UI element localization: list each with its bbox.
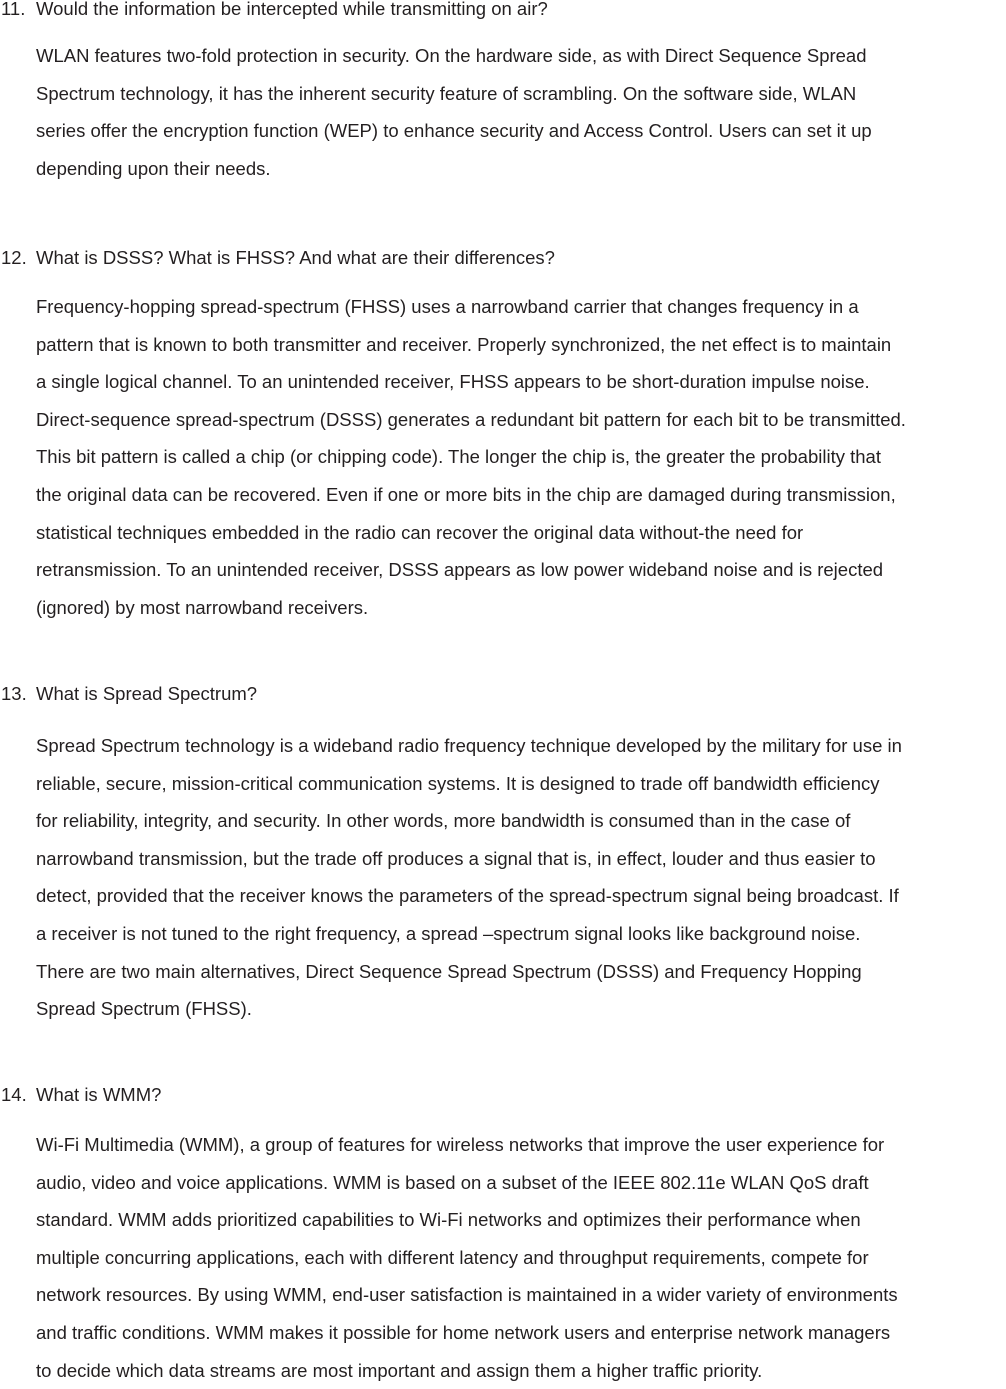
faq-answer (36, 37, 1006, 187)
faq-answer (36, 727, 1006, 1028)
faq-question (0, 246, 1006, 270)
faq-answer (36, 288, 1006, 626)
question-text: Would the information be intercepted while transmitting on air? (36, 0, 548, 19)
answer-line: a single logical channel. To an unintended receiver, FHSS appears to be short-duration impulse noise. (36, 371, 870, 393)
answer-line: depending upon their needs. (36, 157, 271, 179)
answer-line: for reliability, integrity, and security. In other words, more bandwidth is consumed than in the case of (36, 810, 851, 832)
question-number: 11. (1, 0, 26, 19)
question-number: 12. (1, 247, 27, 268)
answer-line: (ignored) by most narrowband receivers. (36, 596, 369, 618)
faq-question (0, 682, 1006, 706)
faq-question (0, 0, 1006, 21)
faq-item-13 (0, 682, 1006, 1020)
answer-line: and traffic conditions. WMM makes it possible for home network users and enterprise network managers (36, 1321, 891, 1343)
answer-line: narrowband transmission, but the trade off produces a signal that is, in effect, louder and thus easier to (36, 847, 876, 869)
answer-line: standard. WMM adds prioritized capabilities to Wi-Fi networks and optimizes their performance when (36, 1209, 861, 1231)
faq-answer (36, 1126, 1006, 1389)
answer-line: There are two main alternatives, Direct Sequence Spread Spectrum (DSSS) and Frequency Hopping (36, 960, 862, 982)
answer-line: detect, provided that the receiver knows the parameters of the spread-spectrum signal being broadcast. If (36, 885, 899, 907)
question-number: 13. (1, 683, 27, 704)
answer-line: This bit pattern is called a chip (or chipping code). The longer the chip is, the greater the probability that (36, 446, 881, 468)
answer-line: network resources. By using WMM, end-user satisfaction is maintained in a wider variety of environments (36, 1284, 898, 1306)
answer-line: Wi-Fi Multimedia (WMM), a group of features for wireless networks that improve the user experience for (36, 1134, 885, 1155)
faq-question (0, 1083, 1006, 1107)
answer-line: statistical techniques embedded in the radio can recover the original data without-the need for (36, 521, 804, 543)
answer-line: multiple concurring applications, each with different latency and throughput requirements, compete for (36, 1246, 869, 1268)
answer-line: audio, video and voice applications. WMM is based on a subset of the IEEE 802.11e WLAN QoS draft (36, 1171, 869, 1193)
answer-line: the original data can be recovered. Even if one or more bits in the chip are damaged during transmission, (36, 483, 896, 505)
answer-line: Frequency-hopping spread-spectrum (FHSS) uses a narrowband carrier that changes frequency in a (36, 296, 859, 317)
answer-line: Spread Spectrum technology is a wideband radio frequency technique developed by the military for use in (36, 735, 902, 756)
question-number: 14. (1, 1084, 27, 1105)
faq-item-11 (0, 0, 1006, 179)
question-text: What is DSSS? What is FHSS? And what are their differences? (36, 247, 555, 268)
faq-item-14 (0, 1083, 1006, 1381)
answer-line: a receiver is not tuned to the right frequency, a spread –spectrum signal looks like background noise. (36, 922, 861, 944)
question-text: What is Spread Spectrum? (36, 683, 258, 704)
answer-line: pattern that is known to both transmitter and receiver. Properly synchronized, the net effect is to maintain (36, 333, 892, 355)
answer-line: Spread Spectrum (FHSS). (36, 998, 252, 1020)
answer-line: to decide which data streams are most important and assign them a higher traffic priority. (36, 1359, 763, 1381)
answer-line: WLAN features two-fold protection in security. On the hardware side, as with Direct Sequence Spread (36, 45, 867, 66)
answer-line: reliable, secure, mission-critical communication systems. It is designed to trade off bandwidth efficiency (36, 772, 880, 794)
answer-line: Spectrum technology, it has the inherent security feature of scrambling. On the software side, WLAN (36, 82, 857, 104)
faq-item-12 (0, 246, 1006, 618)
answer-line: series offer the encryption function (WEP) to enhance security and Access Control. Users can set it up (36, 120, 872, 142)
answer-line: retransmission. To an unintended receiver, DSSS appears as low power wideband noise and is rejected (36, 559, 884, 581)
question-text: What is WMM? (36, 1084, 162, 1105)
answer-line: Direct-sequence spread-spectrum (DSSS) generates a redundant bit pattern for each bit to be transmitted. (36, 408, 906, 430)
